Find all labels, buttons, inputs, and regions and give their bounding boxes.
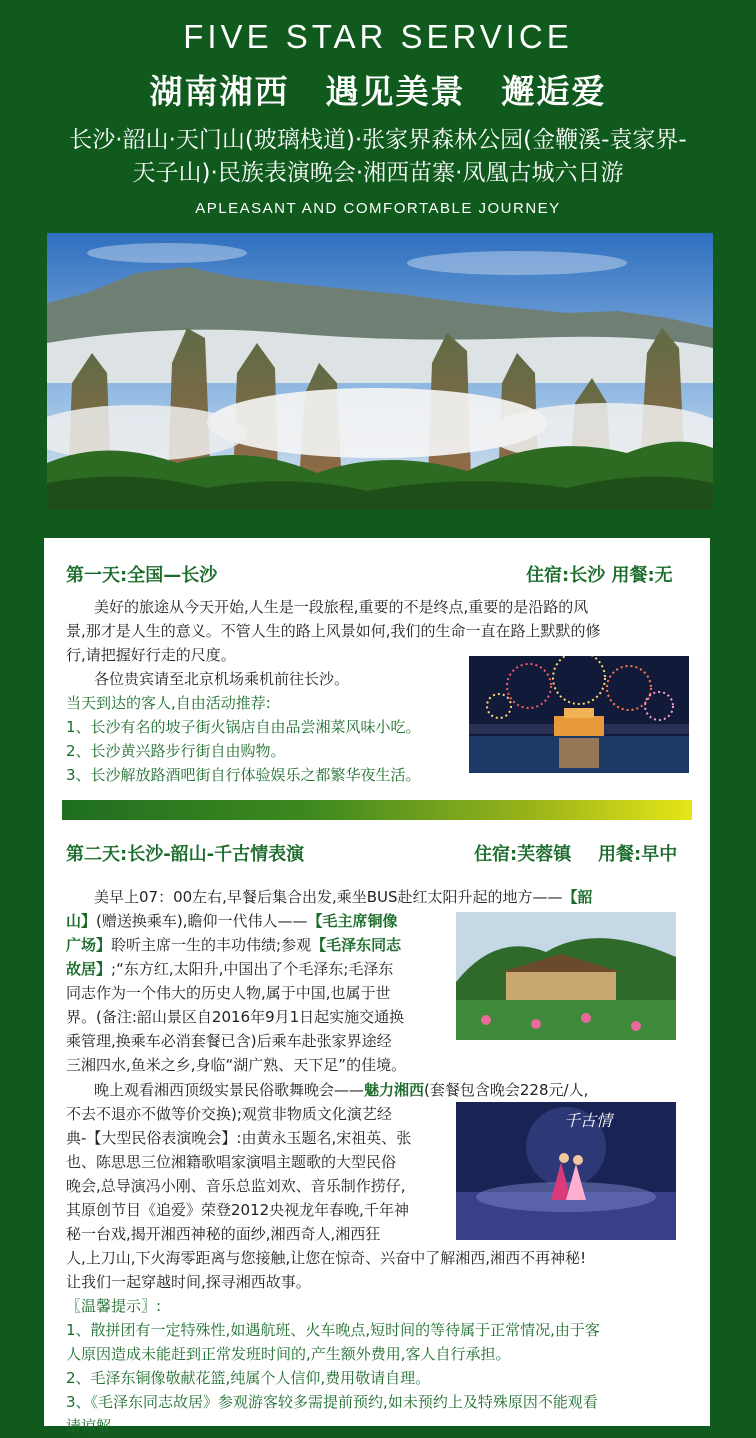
day2-text-b1c: (套餐包含晚会228元/人, <box>424 1081 589 1099</box>
day2-para2-line3: 典-【大型民俗表演晚会】:由黄永玉题名,宋祖英、张 <box>66 1129 412 1147</box>
mountain-illustration <box>47 233 713 510</box>
day2-para2-line7: 秘一台戏,揭开湘西神秘的面纱,湘西奇人,湘西狂 <box>66 1225 381 1243</box>
day2-text-a4b: ;“东方红,太阳升,中国出了个毛泽东;毛泽东 <box>111 960 394 978</box>
title-part-3: 邂逅爱 <box>501 72 607 111</box>
header-en-title: FIVE STAR SERVICE <box>183 18 573 55</box>
show-photo <box>456 1102 676 1240</box>
header-en-subtitle: APLEASANT AND COMFORTABLE JOURNEY <box>195 200 561 217</box>
day2-para1-line4 <box>66 957 393 981</box>
day2-title: 第二天:长沙-韶山-千古情表演 <box>66 844 305 865</box>
day2-para2-line4: 也、陈思思三位湘籍歌唱家演唱主题歌的大型民俗 <box>66 1153 397 1171</box>
day2-para1-line2 <box>66 909 398 933</box>
header-title <box>0 66 756 113</box>
day2-highlight-residence: 【毛泽东同志 <box>311 936 402 954</box>
day2-highlight-charm-xiangxi: 魅力湘西 <box>364 1081 425 1099</box>
day2-para1-line6: 界。(备注:韶山景区自2016年9月1日起实施交通换 <box>66 1008 405 1026</box>
day1-line6: 1、长沙有名的坡子街火锅店自由品尝湘菜风味小吃。 <box>66 718 421 736</box>
title-part-2: 遇见美景 <box>325 72 466 111</box>
tip3-line1: 3、《毛泽东同志故居》参观游客较多需提前预约,如未预约上及特殊原因不能观看 <box>66 1393 598 1411</box>
title-part-1: 湖南湘西 <box>149 72 290 111</box>
day2-para2-line9: 让我们一起穿越时间,探寻湘西故事。 <box>66 1273 311 1291</box>
day2-para2-line2: 不去不退亦不做等价交换);观赏非物质文化演艺经 <box>66 1105 392 1123</box>
day2-para2-line5: 晚会,总导演冯小刚、音乐总监刘欢、音乐制作捞仔, <box>66 1177 406 1195</box>
tip3-line2: 请谅解。 <box>66 1417 127 1435</box>
day1-title: 第一天:全国—长沙 <box>66 565 218 586</box>
day2-para1-line3 <box>66 933 401 957</box>
day2-stay: 住宿:芙蓉镇 <box>474 844 572 865</box>
show-photo-caption: 千古情 <box>564 1111 613 1130</box>
tip1-line2: 人原因造成未能赶到正常发班时间的,产生额外费用,客人自行承担。 <box>66 1345 511 1363</box>
day2-para2-line8: 人,上刀山,下火海零距离与您接触,让您在惊奇、兴奋中了解湘西,湘西不再神秘! <box>66 1249 587 1267</box>
day1-line7: 2、长沙黄兴路步行街自由购物。 <box>66 742 286 760</box>
day2-highlight-square: 广场】 <box>66 936 112 954</box>
day1-line1: 美好的旅途从今天开始,人生是一段旅程,重要的不是终点,重要的是沿路的风 <box>94 598 589 616</box>
day2-para2-line6: 其原创节目《追爱》荣登2012央视龙年春晚,千年神 <box>66 1201 409 1219</box>
tip1-line1: 1、散拼团有一定特殊性,如遇航班、火车晚点,短时间的等待属于正常情况,由于客 <box>66 1321 600 1339</box>
section-divider <box>62 800 692 820</box>
day1-line3: 行,请把握好行走的尺度。 <box>66 646 236 664</box>
day2-para1-line8: 三湘四水,鱼米之乡,身临“湖广熟、天下足”的佳境。 <box>66 1056 407 1074</box>
day2-text-b1a: 晚上观看湘西顶级实景民俗歌舞晚会—— <box>94 1081 365 1099</box>
day2-text-a2b: (赠送换乘车),瞻仰一代伟人—— <box>96 912 308 930</box>
day1-line2: 景,那才是人生的意义。不管人生的路上风景如何,我们的生命一直在路上默默的修 <box>66 622 601 640</box>
residence-photo <box>456 912 676 1040</box>
itinerary-card <box>44 538 710 1435</box>
route-description <box>0 124 756 190</box>
day2-text-a3b: 聆听主席一生的丰功伟绩;参观 <box>111 936 312 954</box>
day1-stay-meal: 住宿:长沙 用餐:无 <box>526 565 673 586</box>
tip2: 2、毛泽东铜像敬献花篮,纯属个人信仰,费用敬请自理。 <box>66 1369 431 1387</box>
day2-para1-line7: 乘管理,换乘车必消套餐已含)后乘车赴张家界途经 <box>66 1032 392 1050</box>
day2-text-a1a: 美早上07：00左右,早餐后集合出发,乘坐BUS赴红太阳升起的地方—— <box>94 888 563 906</box>
route-line-1: 长沙·韶山·天门山(玻璃栈道)·张家界森林公园(金鞭溪-袁家界- <box>69 127 687 153</box>
day1-line8: 3、长沙解放路酒吧街自行体验娱乐之都繁华夜生活。 <box>66 766 421 784</box>
day2-highlight-statue: 【毛主席铜像 <box>307 912 398 930</box>
fireworks-illustration <box>469 656 689 773</box>
residence-illustration <box>456 912 676 1040</box>
day1-line5: 当天到达的客人,自由活动推荐: <box>66 694 271 712</box>
tips-title: 〖温馨提示〗: <box>66 1297 162 1315</box>
day2-meal: 用餐:早中 <box>598 844 678 865</box>
day2-para2-line1 <box>94 1078 588 1102</box>
day2-highlight-shaoshan-end: 山】 <box>66 912 97 930</box>
day1-line4: 各位贵宾请至北京机场乘机前往长沙。 <box>94 670 350 688</box>
route-line-2: 天子山)·民族表演晚会·湘西苗寨·凤凰古城六日游 <box>132 160 624 186</box>
day2-highlight-shaoshan: 【韶 <box>562 888 593 906</box>
fireworks-photo <box>469 656 689 773</box>
day2-para1-line5: 同志作为一个伟大的历史人物,属于中国,也属于世 <box>66 984 391 1002</box>
hero-landscape-photo <box>47 233 713 510</box>
day2-para1-line1 <box>94 885 593 909</box>
day2-highlight-residence-end: 故居】 <box>66 960 112 978</box>
